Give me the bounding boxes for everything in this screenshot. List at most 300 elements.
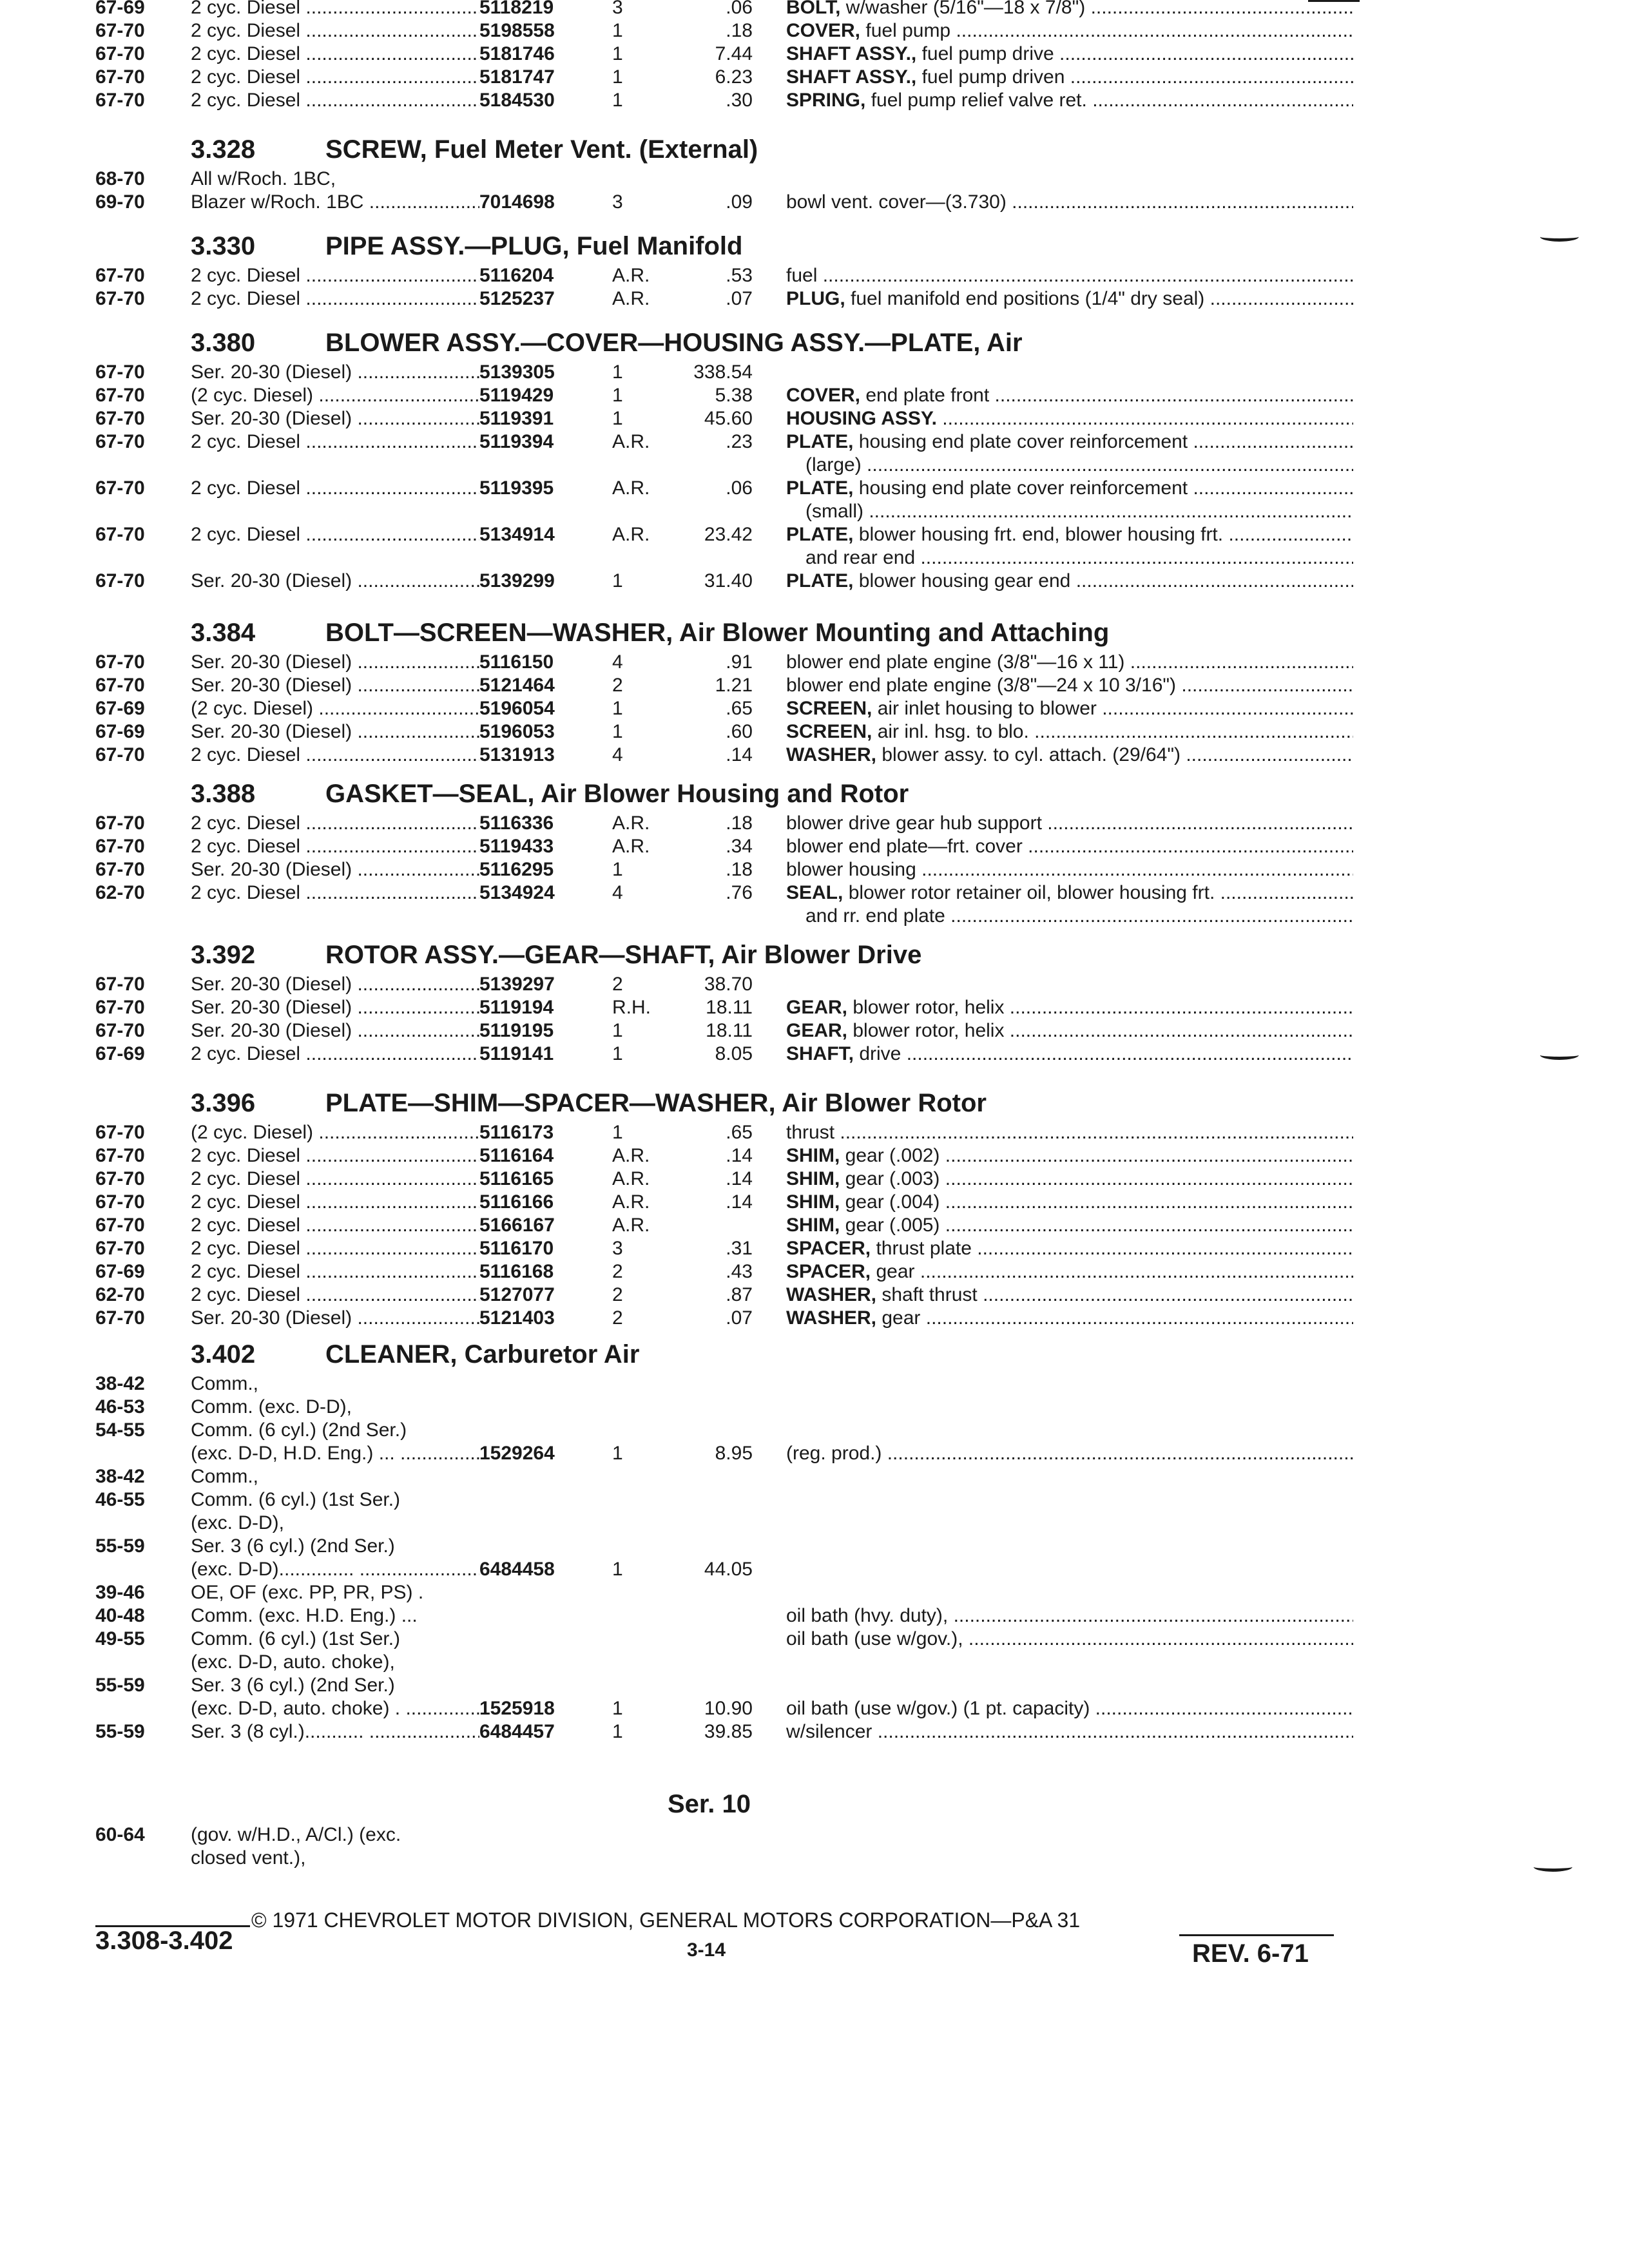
parts-row xyxy=(0,191,1629,214)
description xyxy=(786,570,1353,593)
application: 2 cyc. Diesel ..... xyxy=(191,89,479,112)
section-title: SCREW, Fuel Meter Vent. (External) xyxy=(325,135,758,164)
application: 2 cyc. Diesel ..... xyxy=(191,1283,479,1307)
description-text: blower end plate—frt. cover xyxy=(786,836,1023,857)
description-text: air inl. hsg. to blo. xyxy=(872,721,1029,742)
description-text: blower drive gear hub support xyxy=(786,812,1042,834)
description-text: bowl vent. cover—(3.730) xyxy=(786,191,1007,213)
price: 8.95 xyxy=(715,1443,753,1464)
section-title: BOLT—SCREEN—WASHER, Air Blower Mounting and Attaching xyxy=(325,619,1110,647)
model-years: 67-70 xyxy=(95,1238,145,1259)
application: Blazer w/Roch. 1BC ..... xyxy=(191,191,479,214)
description xyxy=(786,1237,1353,1260)
parts-row xyxy=(0,1307,1629,1330)
model-years: 67-70 xyxy=(95,1168,145,1189)
description xyxy=(786,191,1353,214)
parts-row xyxy=(0,881,1629,905)
description-text: oil bath (use w/gov.), xyxy=(786,1628,963,1649)
parts-row xyxy=(0,1488,1629,1512)
part-number: 5184530 xyxy=(479,90,555,111)
parts-row xyxy=(0,1283,1629,1307)
description-text: blower rotor retainer oil, blower housing frt. xyxy=(843,882,1215,903)
quantity: R.H. xyxy=(612,997,651,1018)
description xyxy=(786,835,1353,858)
parts-row xyxy=(0,477,1629,500)
parts-row xyxy=(0,1697,1629,1720)
description-text: shaft thrust xyxy=(876,1284,978,1305)
part-number: 5166167 xyxy=(479,1215,555,1236)
model-years: 67-70 xyxy=(95,1191,145,1213)
description-text: fuel manifold end positions (1/4" dry seal) xyxy=(845,288,1205,309)
model-years: 54-55 xyxy=(95,1419,145,1441)
section-number: 3.380 xyxy=(191,329,256,357)
parts-row-continuation xyxy=(0,546,1629,570)
part-number: 5139299 xyxy=(479,570,555,591)
parts-row xyxy=(0,697,1629,720)
model-years: 40-48 xyxy=(95,1605,145,1626)
model-years: 68-70 xyxy=(95,168,145,189)
description-keyword: HOUSING ASSY. xyxy=(786,408,937,429)
model-years: 67-70 xyxy=(95,812,145,834)
price: 5.38 xyxy=(715,385,753,406)
section-title: BLOWER ASSY.—COVER—HOUSING ASSY.—PLATE, Air xyxy=(325,329,1023,357)
quantity: 2 xyxy=(612,1261,623,1282)
description xyxy=(786,720,1353,744)
application: Ser. 20-30 (Diesel) ..... xyxy=(191,570,479,593)
parts-row xyxy=(0,1214,1629,1237)
parts-row xyxy=(0,287,1629,311)
parts-row xyxy=(0,996,1629,1019)
description-continuation: (large) ..... xyxy=(805,454,1353,477)
quantity: A.R. xyxy=(612,1145,650,1166)
application: 2 cyc. Diesel ..... xyxy=(191,1043,479,1066)
price: .14 xyxy=(726,1168,753,1189)
application: Ser. 20-30 (Diesel) ..... xyxy=(191,674,479,697)
parts-row xyxy=(0,384,1629,407)
application: 2 cyc. Diesel ..... xyxy=(191,19,479,43)
section-number: 3.402 xyxy=(191,1340,256,1369)
application: Ser. 20-30 (Diesel) ..... xyxy=(191,651,479,674)
price: .18 xyxy=(726,812,753,834)
description-text: gear xyxy=(871,1261,915,1282)
description-keyword: COVER, xyxy=(786,20,861,41)
parts-row xyxy=(0,523,1629,546)
part-number: 5119194 xyxy=(479,997,554,1018)
quantity: A.R. xyxy=(612,288,650,309)
application: 2 cyc. Diesel ..... xyxy=(191,812,479,835)
application: Comm. (exc. D-D), xyxy=(191,1396,352,1418)
description xyxy=(786,858,1353,881)
description-text: blower rotor, helix xyxy=(847,997,1005,1018)
description xyxy=(786,287,1353,311)
quantity: 1 xyxy=(612,1122,623,1143)
description-keyword: SHAFT ASSY., xyxy=(786,43,917,64)
description-text: thrust xyxy=(786,1122,835,1143)
parts-row xyxy=(0,1237,1629,1260)
application: (exc. D-D).............. ..... xyxy=(191,1558,479,1581)
description xyxy=(786,1043,1353,1066)
part-number: 6484458 xyxy=(479,1559,555,1580)
margin-mark xyxy=(1534,1862,1572,1872)
section-number: 3.330 xyxy=(191,232,256,260)
model-years: 67-70 xyxy=(95,675,145,696)
description xyxy=(786,1019,1353,1043)
application: All w/Roch. 1BC, xyxy=(191,168,336,189)
section-title: PLATE—SHIM—SPACER—WASHER, Air Blower Rotor xyxy=(325,1089,987,1117)
parts-row xyxy=(0,1396,1629,1419)
quantity: 1 xyxy=(612,1698,623,1719)
model-years: 60-64 xyxy=(95,1824,145,1845)
price: 338.54 xyxy=(693,361,753,383)
application: Ser. 20-30 (Diesel) ..... xyxy=(191,973,479,996)
application: Ser. 20-30 (Diesel) ..... xyxy=(191,858,479,881)
description-keyword: SPACER, xyxy=(786,1238,871,1259)
model-years: 67-70 xyxy=(95,408,145,429)
parts-row xyxy=(0,1847,1629,1870)
description-keyword: PLATE, xyxy=(786,524,854,545)
description xyxy=(786,1260,1353,1283)
parts-row xyxy=(0,1260,1629,1283)
description-text: w/washer (5/16"—18 x 7/8") xyxy=(840,0,1086,18)
quantity: A.R. xyxy=(612,1191,650,1213)
description-text: oil bath (hvy. duty), xyxy=(786,1605,949,1626)
part-number: 6484457 xyxy=(479,1721,555,1742)
part-number: 5139305 xyxy=(479,361,555,383)
description xyxy=(786,407,1353,430)
part-number: 5119395 xyxy=(479,477,554,499)
description-text: blower housing frt. end, blower housing frt. xyxy=(853,524,1224,545)
parts-row xyxy=(0,1651,1629,1674)
model-years: 62-70 xyxy=(95,882,145,903)
quantity: 2 xyxy=(612,1284,623,1305)
price: 18.11 xyxy=(706,1020,753,1041)
model-years: 39-46 xyxy=(95,1582,145,1603)
application: Ser. 3 (6 cyl.) (2nd Ser.) xyxy=(191,1535,395,1557)
parts-row xyxy=(0,1465,1629,1488)
parts-row xyxy=(0,858,1629,881)
price: .43 xyxy=(726,1261,753,1282)
quantity: 1 xyxy=(612,43,623,64)
quantity: 1 xyxy=(612,1043,623,1064)
price: .09 xyxy=(726,191,753,213)
parts-row xyxy=(0,1823,1629,1847)
model-years: 38-42 xyxy=(95,1466,145,1487)
description-text: fuel pump relief valve ret. xyxy=(865,90,1087,111)
parts-row xyxy=(0,168,1629,191)
section-number: 3.328 xyxy=(191,135,256,164)
part-number: 5198558 xyxy=(479,20,555,41)
quantity: 1 xyxy=(612,1443,623,1464)
quantity: 2 xyxy=(612,1307,623,1329)
model-years: 67-70 xyxy=(95,570,145,591)
description-keyword: SCREEN, xyxy=(786,698,872,719)
quantity: 3 xyxy=(612,191,623,213)
model-years: 67-69 xyxy=(95,1043,145,1064)
margin-mark xyxy=(1540,1050,1579,1060)
price: 8.05 xyxy=(715,1043,753,1064)
description-text: blower end plate engine (3/8"—24 x 10 3/16") xyxy=(786,675,1177,696)
quantity: 1 xyxy=(612,570,623,591)
description-text: blower rotor, helix xyxy=(847,1020,1005,1041)
application: Comm., xyxy=(191,1466,258,1487)
application: Ser. 3 (6 cyl.) (2nd Ser.) xyxy=(191,1675,395,1696)
model-years: 67-70 xyxy=(95,651,145,673)
part-number: 5121464 xyxy=(479,675,555,696)
price: .60 xyxy=(726,721,753,742)
model-years: 69-70 xyxy=(95,191,145,213)
part-number: 5116164 xyxy=(479,1145,554,1166)
parts-row xyxy=(0,835,1629,858)
part-number: 7014698 xyxy=(479,191,555,213)
parts-row xyxy=(0,264,1629,287)
description-text: housing end plate cover reinforcement xyxy=(853,431,1188,452)
price: .31 xyxy=(726,1238,753,1259)
quantity: 1 xyxy=(612,66,623,88)
application: 2 cyc. Diesel ..... xyxy=(191,1214,479,1237)
quantity: 2 xyxy=(612,675,623,696)
part-number: 5119433 xyxy=(479,836,554,857)
price: .14 xyxy=(726,1191,753,1213)
application: Comm. (6 cyl.) (1st Ser.) xyxy=(191,1489,401,1510)
description xyxy=(786,697,1353,720)
model-years: 67-70 xyxy=(95,997,145,1018)
parts-row xyxy=(0,812,1629,835)
parts-row xyxy=(0,1558,1629,1581)
application: 2 cyc. Diesel ..... xyxy=(191,1168,479,1191)
application: Ser. 3 (8 cyl.)........... ..... xyxy=(191,1720,479,1744)
application: Ser. 20-30 (Diesel) ..... xyxy=(191,720,479,744)
price: 1.21 xyxy=(715,675,753,696)
description-continuation: and rear end ..... xyxy=(805,546,1353,570)
price: .07 xyxy=(726,1307,753,1329)
price: 7.44 xyxy=(715,43,753,64)
quantity: 1 xyxy=(612,20,623,41)
part-number: 5134924 xyxy=(479,882,555,903)
model-years: 67-70 xyxy=(95,265,145,286)
description xyxy=(786,1720,1353,1744)
part-number: 5181747 xyxy=(479,66,555,88)
parts-row xyxy=(0,1604,1629,1628)
section-title: ROTOR ASSY.—GEAR—SHAFT, Air Blower Drive xyxy=(325,941,922,969)
application: 2 cyc. Diesel ..... xyxy=(191,1260,479,1283)
description-keyword: SHAFT ASSY., xyxy=(786,66,917,88)
parts-row xyxy=(0,1581,1629,1604)
application: closed vent.), xyxy=(191,1847,306,1869)
description xyxy=(786,89,1353,112)
application: 2 cyc. Diesel ..... xyxy=(191,1237,479,1260)
model-years: 46-55 xyxy=(95,1489,145,1510)
model-years: 67-70 xyxy=(95,361,145,383)
parts-row xyxy=(0,1168,1629,1191)
description xyxy=(786,19,1353,43)
price: 10.90 xyxy=(704,1698,753,1719)
quantity: 1 xyxy=(612,1020,623,1041)
part-number: 5131913 xyxy=(479,744,555,765)
description xyxy=(786,1442,1353,1465)
application: (exc. D-D), xyxy=(191,1512,284,1533)
description-keyword: SPACER, xyxy=(786,1261,871,1282)
application: (exc. D-D, auto. choke), xyxy=(191,1651,395,1673)
description xyxy=(786,523,1353,546)
application: 2 cyc. Diesel ..... xyxy=(191,1191,479,1214)
description-text: fuel xyxy=(786,265,818,286)
parts-row xyxy=(0,651,1629,674)
description xyxy=(786,1697,1353,1720)
model-years: 67-70 xyxy=(95,288,145,309)
part-number: 5116166 xyxy=(479,1191,554,1213)
model-years: 67-70 xyxy=(95,20,145,41)
price: .34 xyxy=(726,836,753,857)
description-text: gear (.003) xyxy=(840,1168,940,1189)
description xyxy=(786,996,1353,1019)
part-number: 5116204 xyxy=(479,265,554,286)
part-number: 5139297 xyxy=(479,974,555,995)
quantity: 2 xyxy=(612,974,623,995)
section-title: GASKET—SEAL, Air Blower Housing and Rotor xyxy=(325,780,909,808)
part-number: 5119141 xyxy=(479,1043,554,1064)
model-years: 62-70 xyxy=(95,1284,145,1305)
parts-row xyxy=(0,1144,1629,1168)
description-text: blower assy. to cyl. attach. (29/64") xyxy=(876,744,1181,765)
model-years: 67-70 xyxy=(95,1122,145,1143)
description-keyword: SEAL, xyxy=(786,882,843,903)
parts-row xyxy=(0,570,1629,593)
description-keyword: WASHER, xyxy=(786,1307,877,1329)
model-years: 67-69 xyxy=(95,698,145,719)
part-number: 5134914 xyxy=(479,524,555,545)
application: Comm. (6 cyl.) (1st Ser.) xyxy=(191,1628,401,1649)
section-number: 3.392 xyxy=(191,941,256,969)
parts-row xyxy=(0,66,1629,89)
price: .14 xyxy=(726,1145,753,1166)
description-text: blower housing xyxy=(786,859,916,880)
part-number: 5116150 xyxy=(479,651,554,673)
parts-row xyxy=(0,1442,1629,1465)
model-years: 67-70 xyxy=(95,477,145,499)
part-number: 1529264 xyxy=(479,1443,555,1464)
parts-row xyxy=(0,1720,1629,1744)
quantity: 1 xyxy=(612,698,623,719)
model-years: 67-70 xyxy=(95,859,145,880)
model-years: 67-70 xyxy=(95,524,145,545)
description-keyword: PLATE, xyxy=(786,431,854,452)
description-keyword: WASHER, xyxy=(786,744,877,765)
quantity: 1 xyxy=(612,721,623,742)
quantity: A.R. xyxy=(612,524,650,545)
description-text: blower housing gear end xyxy=(853,570,1071,591)
parts-row xyxy=(0,1512,1629,1535)
price: 23.42 xyxy=(704,524,753,545)
parts-row xyxy=(0,407,1629,430)
parts-row xyxy=(0,744,1629,767)
part-number: 5121403 xyxy=(479,1307,555,1329)
part-number: 5119391 xyxy=(479,408,554,429)
description-keyword: GEAR, xyxy=(786,1020,848,1041)
parts-row xyxy=(0,1372,1629,1396)
model-years: 67-70 xyxy=(95,744,145,765)
price: .87 xyxy=(726,1284,753,1305)
description-keyword: PLUG, xyxy=(786,288,845,309)
part-number: 5196053 xyxy=(479,721,555,742)
description-keyword: COVER, xyxy=(786,385,861,406)
part-number: 5196054 xyxy=(479,698,555,719)
description xyxy=(786,1307,1353,1330)
parts-row xyxy=(0,1419,1629,1442)
description xyxy=(786,1121,1353,1144)
part-number: 5119429 xyxy=(479,385,554,406)
part-number: 5116336 xyxy=(479,812,554,834)
description-keyword: PLATE, xyxy=(786,477,854,499)
part-number: 5116170 xyxy=(479,1238,554,1259)
application: 2 cyc. Diesel ..... xyxy=(191,66,479,89)
description-keyword: SCREEN, xyxy=(786,721,872,742)
description-continuation: (small) ..... xyxy=(805,500,1353,523)
parts-row xyxy=(0,361,1629,384)
application: 2 cyc. Diesel ..... xyxy=(191,881,479,905)
application: (2 cyc. Diesel) ..... xyxy=(191,384,479,407)
application: Ser. 20-30 (Diesel) ..... xyxy=(191,1019,479,1043)
price: 44.05 xyxy=(704,1559,753,1580)
footer-section-range: 3.308-3.402 xyxy=(95,1927,233,1955)
parts-row xyxy=(0,1019,1629,1043)
description-text: end plate front xyxy=(860,385,990,406)
application: 2 cyc. Diesel ..... xyxy=(191,835,479,858)
model-years: 67-70 xyxy=(95,1020,145,1041)
section-number: 3.388 xyxy=(191,780,256,808)
application: 2 cyc. Diesel ..... xyxy=(191,1144,479,1168)
description-text: gear xyxy=(876,1307,921,1329)
price: .07 xyxy=(726,288,753,309)
application: Comm. (exc. H.D. Eng.) ... xyxy=(191,1605,418,1626)
parts-row-continuation xyxy=(0,500,1629,523)
parts-row xyxy=(0,430,1629,454)
parts-row-continuation xyxy=(0,454,1629,477)
footer-rule-right xyxy=(1179,1934,1334,1936)
model-years: 67-70 xyxy=(95,43,145,64)
description-keyword: GEAR, xyxy=(786,997,848,1018)
model-years: 55-59 xyxy=(95,1535,145,1557)
parts-row xyxy=(0,674,1629,697)
description xyxy=(786,430,1353,454)
parts-row xyxy=(0,43,1629,66)
price: .65 xyxy=(726,1122,753,1143)
price: 45.60 xyxy=(704,408,753,429)
application: (exc. D-D, H.D. Eng.) ... ..... xyxy=(191,1442,479,1465)
quantity: 4 xyxy=(612,882,623,903)
quantity: A.R. xyxy=(612,836,650,857)
application: 2 cyc. Diesel ..... xyxy=(191,287,479,311)
application: 2 cyc. Diesel ..... xyxy=(191,477,479,500)
description-keyword: SHIM, xyxy=(786,1215,840,1236)
description-text: blower end plate engine (3/8"—16 x 11) xyxy=(786,651,1125,673)
quantity: A.R. xyxy=(612,1215,650,1236)
description xyxy=(786,1283,1353,1307)
parts-row-continuation xyxy=(0,905,1629,928)
description-text: (reg. prod.) xyxy=(786,1443,882,1464)
model-years: 67-70 xyxy=(95,836,145,857)
description-continuation: and rr. end plate ..... xyxy=(805,905,1353,928)
parts-row xyxy=(0,720,1629,744)
price: .18 xyxy=(726,20,753,41)
parts-row xyxy=(0,1121,1629,1144)
parts-row xyxy=(0,0,1629,19)
description-keyword: WASHER, xyxy=(786,1284,877,1305)
model-years: 67-70 xyxy=(95,66,145,88)
description-text: fuel pump drive xyxy=(916,43,1054,64)
quantity: 1 xyxy=(612,1721,623,1742)
application: (2 cyc. Diesel) ..... xyxy=(191,697,479,720)
description-text: drive xyxy=(854,1043,901,1064)
